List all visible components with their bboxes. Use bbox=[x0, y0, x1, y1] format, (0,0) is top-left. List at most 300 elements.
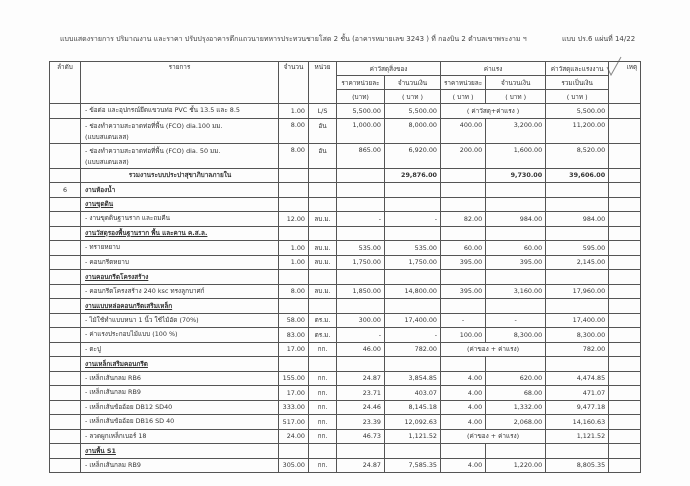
row-description bbox=[81, 400, 279, 415]
labor-amount bbox=[486, 197, 546, 212]
row-description bbox=[81, 226, 279, 241]
total-amount: 984.00 bbox=[546, 212, 609, 227]
item-text: - คอนกรีตหยาบ bbox=[85, 257, 129, 266]
row-description bbox=[81, 328, 279, 343]
labor-unit-price bbox=[441, 270, 486, 285]
remark bbox=[609, 226, 641, 241]
row-description bbox=[81, 458, 279, 473]
labor-note: (ค่าของ + ค่าแรง) bbox=[441, 342, 546, 357]
material-unit-price bbox=[337, 183, 385, 198]
table-row bbox=[50, 458, 641, 473]
row-number bbox=[50, 429, 81, 444]
unit: กก. bbox=[309, 386, 337, 401]
col-item: รายการ bbox=[81, 62, 279, 104]
item-text: - เหล็กเส้นกลม RB9 bbox=[85, 460, 141, 469]
labor-unit-price: 4.00 bbox=[441, 400, 486, 415]
unit: อัน bbox=[309, 143, 337, 168]
remark bbox=[609, 241, 641, 256]
labor-unit-price bbox=[441, 226, 486, 241]
table-row bbox=[50, 386, 641, 401]
material-unit-price: 300.00 bbox=[337, 313, 385, 328]
item-text: - งานขุดดินฐานราก และถมคืน bbox=[85, 214, 171, 223]
table-row bbox=[50, 342, 641, 357]
total-amount: 2,145.00 bbox=[546, 255, 609, 270]
table-row bbox=[50, 197, 641, 212]
row-description bbox=[81, 284, 279, 299]
total-amount bbox=[546, 444, 609, 459]
col-material-unit-price: ราคาหน่วยละ bbox=[337, 76, 385, 90]
row-number bbox=[50, 444, 81, 459]
labor-amount: 984.00 bbox=[486, 212, 546, 227]
unit bbox=[309, 197, 337, 212]
section-heading: งานวัสดุรองพื้นฐานราก พื้น และคาน ค.ส.ล. bbox=[85, 229, 208, 238]
section-heading: งานแบบหล่อคอนกรีตเสริมเหล็ก bbox=[85, 301, 173, 310]
total-amount bbox=[546, 270, 609, 285]
total-amount bbox=[546, 183, 609, 198]
total-amount: 5,500.00 bbox=[546, 104, 609, 119]
table-row bbox=[50, 168, 641, 183]
unit: ลบ.ม. bbox=[309, 284, 337, 299]
labor-amount: 3,200.00 bbox=[486, 118, 546, 143]
unit bbox=[309, 168, 337, 183]
quantity: 1.00 bbox=[279, 255, 309, 270]
row-number bbox=[50, 313, 81, 328]
labor-unit-price bbox=[441, 197, 486, 212]
remark bbox=[609, 444, 641, 459]
labor-unit-price: 100.00 bbox=[441, 328, 486, 343]
quantity: 8.00 bbox=[279, 118, 309, 143]
material-unit-price bbox=[337, 168, 385, 183]
unit: ลบ.ม. bbox=[309, 241, 337, 256]
total-amount: 39,606.00 bbox=[546, 168, 609, 183]
unit: กก. bbox=[309, 342, 337, 357]
material-amount bbox=[385, 183, 441, 198]
row-description bbox=[81, 118, 279, 143]
col-labor-amount: จำนวนเงิน bbox=[486, 76, 546, 90]
material-amount: - bbox=[385, 212, 441, 227]
unit: กก. bbox=[309, 415, 337, 430]
col-material-amount: จำนวนเงิน bbox=[385, 76, 441, 90]
row-description bbox=[81, 255, 279, 270]
row-description bbox=[81, 270, 279, 285]
col-qty: จำนวน bbox=[279, 62, 309, 104]
material-unit-price: - bbox=[337, 212, 385, 227]
table-row bbox=[50, 104, 641, 119]
form-page-number: แบบ ปร.6 แผ่นที่ 14/22 bbox=[562, 35, 636, 43]
row-description bbox=[81, 241, 279, 256]
labor-amount: 3,160.00 bbox=[486, 284, 546, 299]
table-row bbox=[50, 400, 641, 415]
quantity: 8.00 bbox=[279, 143, 309, 168]
remark bbox=[609, 183, 641, 198]
labor-amount bbox=[486, 270, 546, 285]
material-unit-price: 23.71 bbox=[337, 386, 385, 401]
material-amount: 782.00 bbox=[385, 342, 441, 357]
item-text: - ค่าแรงประกอบไม้แบบ (100 %) bbox=[85, 330, 178, 339]
total-amount: 17,400.00 bbox=[546, 313, 609, 328]
quantity: 8.00 bbox=[279, 284, 309, 299]
row-description bbox=[81, 415, 279, 430]
row-description bbox=[81, 168, 279, 183]
labor-unit-price bbox=[441, 444, 486, 459]
labor-unit-price: 4.00 bbox=[441, 386, 486, 401]
section-heading: งานคอนกรีตโครงสร้าง bbox=[85, 272, 149, 281]
row-number bbox=[50, 299, 81, 314]
quantity bbox=[279, 299, 309, 314]
labor-amount bbox=[486, 357, 546, 372]
col-labor: ค่าแรง bbox=[441, 62, 546, 76]
item-text: - เหล็กเส้นข้ออ้อย DB12 SD40 bbox=[85, 402, 173, 411]
total-amount: 782.00 bbox=[546, 342, 609, 357]
item-text: - ทรายหยาบ bbox=[85, 243, 120, 252]
table-row bbox=[50, 357, 641, 372]
quantity bbox=[279, 197, 309, 212]
labor-amount bbox=[486, 226, 546, 241]
labor-unit-price: 200.00 bbox=[441, 143, 486, 168]
row-number bbox=[50, 118, 81, 143]
total-amount: 471.07 bbox=[546, 386, 609, 401]
item-text: - ข้อต่อ และอุปกรณ์ยึดแขวนท่อ PVC ชั้น 13.5 และ 8.5 bbox=[85, 106, 240, 115]
material-unit-price: 46.00 bbox=[337, 342, 385, 357]
remark bbox=[609, 212, 641, 227]
item-text: - เหล็กเส้นกลม RB6 bbox=[85, 373, 141, 382]
material-amount: 3,854.85 bbox=[385, 371, 441, 386]
unit bbox=[309, 299, 337, 314]
material-amount: 1,121.52 bbox=[385, 429, 441, 444]
material-unit-price bbox=[337, 197, 385, 212]
row-number bbox=[50, 371, 81, 386]
remark bbox=[609, 429, 641, 444]
quantity: 1.00 bbox=[279, 104, 309, 119]
labor-unit-price: 4.00 bbox=[441, 415, 486, 430]
row-number bbox=[50, 168, 81, 183]
row-description bbox=[81, 212, 279, 227]
unit: กก. bbox=[309, 429, 337, 444]
row-number bbox=[50, 197, 81, 212]
col-total: ค่าวัสดุและแรงงาน bbox=[546, 62, 609, 76]
material-unit-price bbox=[337, 299, 385, 314]
material-amount bbox=[385, 444, 441, 459]
labor-unit-price bbox=[441, 299, 486, 314]
labor-amount: 1,600.00 bbox=[486, 143, 546, 168]
item-text: - คอนกรีตโครงสร้าง 240 ksc ทรงลูกบาศก์ bbox=[85, 286, 205, 295]
table-row bbox=[50, 241, 641, 256]
total-amount: 8,805.35 bbox=[546, 458, 609, 473]
document-title: แบบแสดงรายการ ปริมาณงาน และราคา ปรับปรุงอาคารตึกแถวนายทหารประทวนชายโสด 2 ชั้น (อาคารหมายเลข 3243 ) ที่ กองบิน 2 ตำบลเขาพระงาม ฯ bbox=[60, 35, 527, 43]
section-heading: งานพื้น S1 bbox=[85, 446, 116, 455]
material-unit-price: - bbox=[337, 328, 385, 343]
material-unit-price: 24.87 bbox=[337, 458, 385, 473]
row-description bbox=[81, 183, 279, 198]
labor-note: (ค่าของ + ค่าแรง) bbox=[441, 429, 546, 444]
material-amount: 6,920.00 bbox=[385, 143, 441, 168]
total-amount: 14,160.63 bbox=[546, 415, 609, 430]
unit: กก. bbox=[309, 371, 337, 386]
quantity: 58.00 bbox=[279, 313, 309, 328]
labor-amount: 1,332.00 bbox=[486, 400, 546, 415]
labor-amount: 68.00 bbox=[486, 386, 546, 401]
row-number bbox=[50, 400, 81, 415]
labor-amount: 60.00 bbox=[486, 241, 546, 256]
row-number bbox=[50, 104, 81, 119]
table-row bbox=[50, 328, 641, 343]
material-unit-price: 1,850.00 bbox=[337, 284, 385, 299]
quantity: 517.00 bbox=[279, 415, 309, 430]
quantity: 1.00 bbox=[279, 241, 309, 256]
row-number bbox=[50, 226, 81, 241]
material-amount: 1,750.00 bbox=[385, 255, 441, 270]
material-amount: 29,876.00 bbox=[385, 168, 441, 183]
unit: ลบ.ม. bbox=[309, 255, 337, 270]
labor-note: ( ค่าวัสดุ+ค่าแรง ) bbox=[441, 104, 546, 119]
row-description bbox=[81, 313, 279, 328]
row-number bbox=[50, 328, 81, 343]
material-amount: 403.07 bbox=[385, 386, 441, 401]
material-amount: 535.00 bbox=[385, 241, 441, 256]
row-number bbox=[50, 386, 81, 401]
quantity bbox=[279, 270, 309, 285]
item-text: - ลวดผูกเหล็กเบอร์ 18 bbox=[85, 431, 147, 440]
material-unit-price: 46.73 bbox=[337, 429, 385, 444]
unit: L/S bbox=[309, 104, 337, 119]
row-description bbox=[81, 299, 279, 314]
table-row bbox=[50, 143, 641, 168]
section-heading: งานเหล็กเสริมคอนกรีต bbox=[85, 359, 148, 368]
quantity: 333.00 bbox=[279, 400, 309, 415]
col-remark: เหตุ bbox=[609, 62, 641, 104]
unit: กก. bbox=[309, 400, 337, 415]
col-total-sum: รวมเป็นเงิน bbox=[546, 76, 609, 90]
item-text: - ช่องทำความสะอาดท่อที่พื้น (FCO) dia. 50 มม. bbox=[85, 146, 221, 155]
labor-unit-price bbox=[441, 168, 486, 183]
row-number bbox=[50, 255, 81, 270]
labor-unit-price bbox=[441, 357, 486, 372]
labor-unit-price bbox=[441, 183, 486, 198]
table-row bbox=[50, 299, 641, 314]
unit bbox=[309, 270, 337, 285]
labor-unit-price: 4.00 bbox=[441, 371, 486, 386]
total-amount: 9,477.18 bbox=[546, 400, 609, 415]
quantity bbox=[279, 444, 309, 459]
quantity bbox=[279, 226, 309, 241]
total-amount: 8,520.00 bbox=[546, 143, 609, 168]
col-baht: ( บาท ) bbox=[546, 90, 609, 104]
total-amount bbox=[546, 226, 609, 241]
remark bbox=[609, 299, 641, 314]
labor-amount: - bbox=[486, 313, 546, 328]
row-description bbox=[81, 444, 279, 459]
total-amount: 17,960.00 bbox=[546, 284, 609, 299]
quantity: 24.00 bbox=[279, 429, 309, 444]
material-amount bbox=[385, 299, 441, 314]
section-heading: งานขุดดิน bbox=[85, 200, 114, 209]
quantity: 305.00 bbox=[279, 458, 309, 473]
remark bbox=[609, 284, 641, 299]
unit: ตร.ม. bbox=[309, 313, 337, 328]
col-baht: (บาท) bbox=[337, 90, 385, 104]
total-amount: 595.00 bbox=[546, 241, 609, 256]
material-unit-price: 24.87 bbox=[337, 371, 385, 386]
labor-unit-price: 395.00 bbox=[441, 284, 486, 299]
labor-unit-price: 60.00 bbox=[441, 241, 486, 256]
unit bbox=[309, 226, 337, 241]
material-unit-price: 1,000.00 bbox=[337, 118, 385, 143]
table-row bbox=[50, 415, 641, 430]
labor-unit-price: 4.00 bbox=[441, 458, 486, 473]
remark bbox=[609, 255, 641, 270]
material-unit-price: 535.00 bbox=[337, 241, 385, 256]
remark bbox=[609, 168, 641, 183]
row-description bbox=[81, 386, 279, 401]
unit bbox=[309, 357, 337, 372]
total-amount bbox=[546, 197, 609, 212]
material-amount bbox=[385, 197, 441, 212]
material-amount bbox=[385, 226, 441, 241]
col-no: ลำดับ bbox=[50, 62, 81, 104]
material-amount: 5,500.00 bbox=[385, 104, 441, 119]
table-row bbox=[50, 255, 641, 270]
unit: อัน bbox=[309, 118, 337, 143]
remark bbox=[609, 270, 641, 285]
material-amount: 14,800.00 bbox=[385, 284, 441, 299]
quantity: 17.00 bbox=[279, 386, 309, 401]
material-amount bbox=[385, 270, 441, 285]
remark bbox=[609, 328, 641, 343]
material-amount: - bbox=[385, 328, 441, 343]
total-amount: 4,474.85 bbox=[546, 371, 609, 386]
unit: ลบ.ม. bbox=[309, 212, 337, 227]
quantity: 17.00 bbox=[279, 342, 309, 357]
total-amount bbox=[546, 299, 609, 314]
col-baht: ( บาท ) bbox=[385, 90, 441, 104]
material-amount: 17,400.00 bbox=[385, 313, 441, 328]
row-description bbox=[81, 371, 279, 386]
remark bbox=[609, 143, 641, 168]
remark bbox=[609, 342, 641, 357]
material-unit-price: 1,750.00 bbox=[337, 255, 385, 270]
remark bbox=[609, 371, 641, 386]
labor-unit-price: 82.00 bbox=[441, 212, 486, 227]
table-row bbox=[50, 118, 641, 143]
group-heading: งานห้องน้ำ bbox=[85, 185, 116, 194]
row-description bbox=[81, 104, 279, 119]
remark bbox=[609, 458, 641, 473]
row-number bbox=[50, 270, 81, 285]
remark bbox=[609, 104, 641, 119]
table-row bbox=[50, 183, 641, 198]
col-unit: หน่วย bbox=[309, 62, 337, 104]
remark bbox=[609, 313, 641, 328]
remark bbox=[609, 357, 641, 372]
quantity bbox=[279, 168, 309, 183]
remark bbox=[609, 386, 641, 401]
quantity: 12.00 bbox=[279, 212, 309, 227]
col-baht: ( บาท ) bbox=[441, 90, 486, 104]
material-amount: 7,585.35 bbox=[385, 458, 441, 473]
item-text: - เหล็กเส้นกลม RB9 bbox=[85, 388, 141, 397]
material-unit-price bbox=[337, 357, 385, 372]
col-material: ค่าวัสดุสิ่งของ bbox=[337, 62, 441, 76]
subtotal-label: รวมงานระบบประปาสุขาภิบาลภายใน bbox=[128, 171, 232, 180]
labor-unit-price: 400.00 bbox=[441, 118, 486, 143]
row-number bbox=[50, 212, 81, 227]
quantity: 83.00 bbox=[279, 328, 309, 343]
remark bbox=[609, 118, 641, 143]
unit bbox=[309, 444, 337, 459]
row-number bbox=[50, 458, 81, 473]
row-number bbox=[50, 241, 81, 256]
row-description bbox=[81, 342, 279, 357]
material-unit-price: 5,500.00 bbox=[337, 104, 385, 119]
quantity bbox=[279, 357, 309, 372]
labor-amount bbox=[486, 183, 546, 198]
table-row bbox=[50, 226, 641, 241]
labor-unit-price: - bbox=[441, 313, 486, 328]
material-unit-price bbox=[337, 226, 385, 241]
unit: ตร.ม. bbox=[309, 328, 337, 343]
material-unit-price: 865.00 bbox=[337, 143, 385, 168]
labor-amount bbox=[486, 444, 546, 459]
table-row bbox=[50, 313, 641, 328]
item-text-line2: (แบบสแตนเลส) bbox=[85, 157, 129, 166]
row-description bbox=[81, 357, 279, 372]
remark bbox=[609, 400, 641, 415]
material-unit-price: 23.39 bbox=[337, 415, 385, 430]
row-number bbox=[50, 415, 81, 430]
material-amount bbox=[385, 357, 441, 372]
unit: กก. bbox=[309, 458, 337, 473]
row-number bbox=[50, 143, 81, 168]
item-text: - ไม้ใช้ทำแบบหนา 1 นิ้ว ใช้ไม้อัด (70%) bbox=[85, 315, 199, 324]
material-amount: 12,092.63 bbox=[385, 415, 441, 430]
labor-amount: 2,068.00 bbox=[486, 415, 546, 430]
row-number: 6 bbox=[50, 183, 81, 198]
table-row bbox=[50, 371, 641, 386]
row-description bbox=[81, 197, 279, 212]
col-labor-unit-price: ราคาหน่วยละ bbox=[441, 76, 486, 90]
item-text: - เหล็กเส้นข้ออ้อย DB16 SD 40 bbox=[85, 417, 175, 426]
table-row bbox=[50, 444, 641, 459]
labor-unit-price: 395.00 bbox=[441, 255, 486, 270]
total-amount: 11,200.00 bbox=[546, 118, 609, 143]
bill-of-quantities-table bbox=[49, 61, 641, 473]
item-text: - ตะปู bbox=[85, 344, 101, 353]
quantity: 155.00 bbox=[279, 371, 309, 386]
table-row bbox=[50, 212, 641, 227]
row-number bbox=[50, 357, 81, 372]
material-amount: 8,000.00 bbox=[385, 118, 441, 143]
material-unit-price: 24.46 bbox=[337, 400, 385, 415]
row-description bbox=[81, 143, 279, 168]
remark bbox=[609, 415, 641, 430]
row-number bbox=[50, 284, 81, 299]
material-unit-price bbox=[337, 270, 385, 285]
row-description bbox=[81, 429, 279, 444]
material-amount: 8,145.18 bbox=[385, 400, 441, 415]
labor-amount: 1,220.00 bbox=[486, 458, 546, 473]
table-row bbox=[50, 270, 641, 285]
labor-amount: 9,730.00 bbox=[486, 168, 546, 183]
material-unit-price bbox=[337, 444, 385, 459]
col-baht: ( บาท ) bbox=[486, 90, 546, 104]
remark bbox=[609, 197, 641, 212]
quantity bbox=[279, 183, 309, 198]
labor-amount: 395.00 bbox=[486, 255, 546, 270]
table-row bbox=[50, 284, 641, 299]
labor-amount bbox=[486, 299, 546, 314]
unit bbox=[309, 183, 337, 198]
total-amount bbox=[546, 357, 609, 372]
